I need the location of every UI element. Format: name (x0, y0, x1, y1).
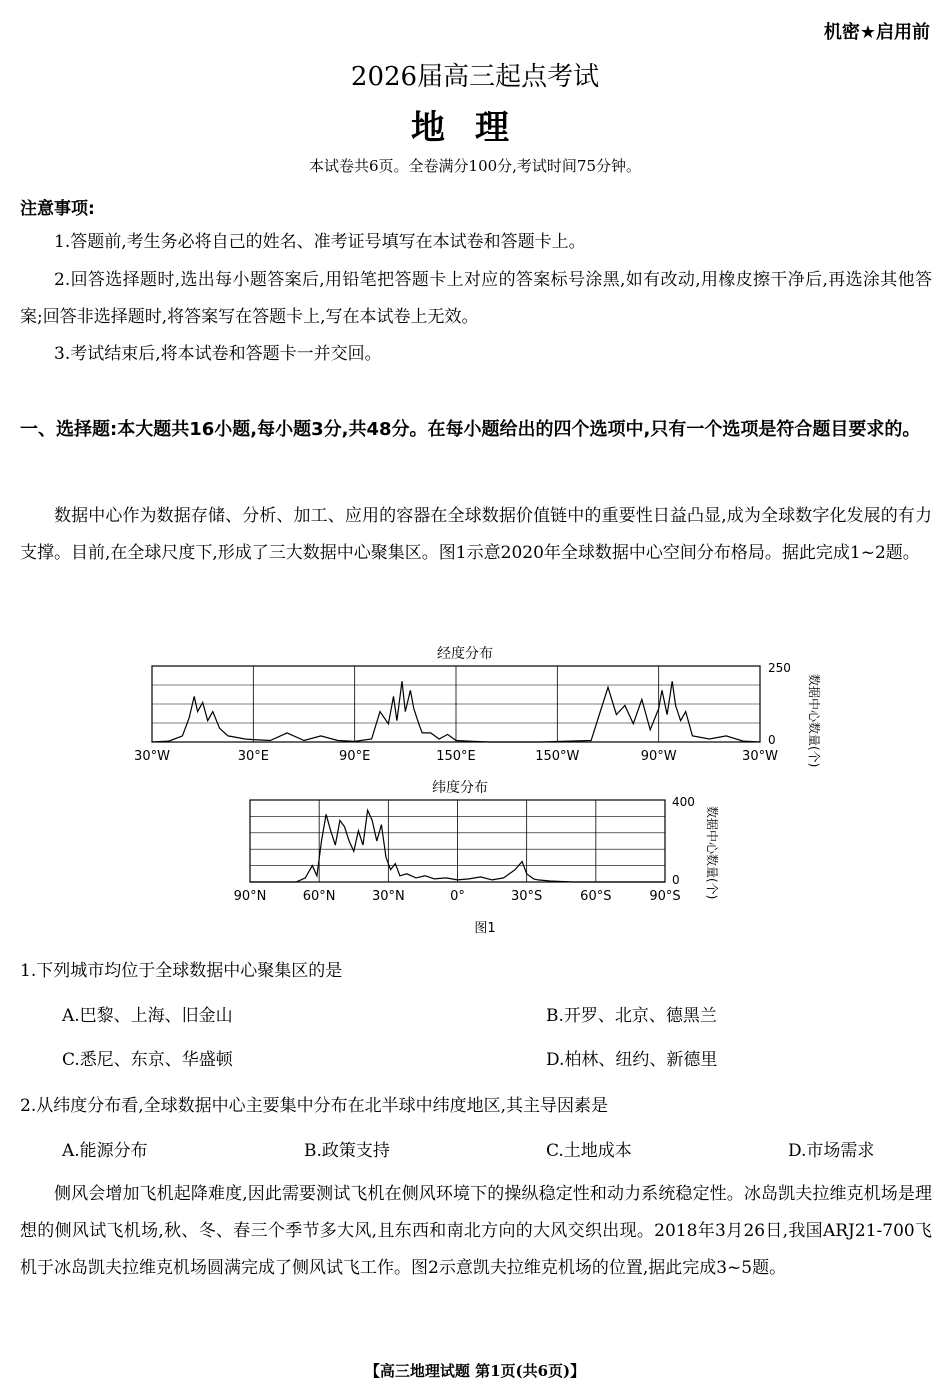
section-heading (20, 410, 932, 450)
lon-xtick-label: 30°E (237, 749, 269, 764)
q1-option-b[interactable]: B.开罗、北京、德黑兰 (546, 1006, 717, 1026)
latitude-ylabel: 数据中心数量(个) (705, 806, 719, 900)
lon-xtick-label: 90°W (640, 749, 677, 764)
q2-option-d[interactable]: D.市场需求 (788, 1141, 875, 1161)
question-2-stem: 2.从纬度分布看,全球数据中心主要集中分布在北半球中纬度地区,其主导因素是 (20, 1096, 609, 1116)
figure-1 (120, 640, 840, 940)
notice-item-2: 2.回答选择题时,选出每小题答案后,用铅笔把答题卡上对应的答案标号涂黑,如有改动,用橡皮擦干净后,再选涂其他答案;回答非选择题时,将答案写在答题卡上,写在本试卷上无效。 (20, 270, 932, 327)
lat-xtick-label: 0° (450, 889, 465, 904)
latitude-ytick-400: 400 (672, 795, 695, 809)
lat-xtick-label: 90°S (649, 889, 681, 904)
longitude-ylabel: 数据中心数量(个) (807, 674, 821, 768)
passage-1: 数据中心作为数据存储、分析、加工、应用的容器在全球数据价值链中的重要性日益凸显,成为全球数字化发展的有力支撑。目前,在全球尺度下,形成了三大数据中心聚集区。图1示意2020年全球数据中心空间分布格局。据此完成1~2题。 (20, 506, 932, 563)
exam-title: 2026届高三起点考试 (350, 62, 600, 92)
notice-item-3: 3.考试结束后,将本试卷和答题卡一并交回。 (54, 344, 382, 364)
question-1-stem: 1.下列城市均位于全球数据中心聚集区的是 (20, 961, 343, 981)
q1-option-d[interactable]: D.柏林、纽约、新德里 (546, 1050, 718, 1070)
lon-xtick-label: 150°E (436, 749, 476, 764)
lon-xtick-label: 150°W (535, 749, 580, 764)
latitude-ytick-0: 0 (672, 873, 680, 887)
lon-xtick-label: 30°W (134, 749, 170, 764)
lon-xtick-label: 30°W (742, 749, 778, 764)
notice-item-1: 1.答题前,考生务必将自己的姓名、准考证号填写在本试卷和答题卡上。 (54, 232, 586, 252)
lat-xtick-label: 60°S (580, 889, 612, 904)
confidential-mark: 机密★启用前 (823, 22, 930, 43)
latitude-chart-title: 纬度分布 (432, 780, 488, 796)
passage-2: 侧风会增加飞机起降难度,因此需要测试飞机在侧风环境下的操纵稳定性和动力系统稳定性。冰岛凯夫拉维克机场是理想的侧风试飞机场,秋、冬、春三个季节多大风,且东西和南北方向的大风交织出现。2018年3月26日,我国ARJ21-700飞机于冰岛凯夫拉维克机场圆满完成了侧风试飞工作。图2示意凯夫拉维克机场的位置,据此完成3~5题。 (20, 1184, 932, 1278)
exam-info: 本试卷共6页。全卷满分100分,考试时间75分钟。 (308, 157, 642, 175)
longitude-ytick-0: 0 (768, 733, 776, 747)
q2-option-a[interactable]: A.能源分布 (62, 1141, 148, 1161)
notice-heading: 注意事项: (20, 199, 95, 219)
longitude-chart (134, 645, 822, 767)
q2-option-c[interactable]: C.土地成本 (546, 1141, 632, 1161)
q1-option-c[interactable]: C.悉尼、东京、华盛顿 (62, 1050, 233, 1070)
page-footer: 【高三地理试题 第1页(共6页)】 (364, 1362, 586, 1380)
subject-title: 地理 (411, 108, 539, 148)
lat-xtick-label: 30°N (371, 889, 405, 904)
lon-xtick-label: 90°E (339, 749, 371, 764)
lat-xtick-label: 90°N (233, 889, 267, 904)
longitude-ytick-250: 250 (768, 661, 791, 675)
figure-caption: 图1 (474, 921, 496, 936)
longitude-chart-title: 经度分布 (437, 646, 493, 662)
lat-xtick-label: 60°N (302, 889, 336, 904)
q1-option-a[interactable]: A.巴黎、上海、旧金山 (62, 1006, 233, 1026)
q2-option-b[interactable]: B.政策支持 (304, 1141, 390, 1161)
latitude-chart (234, 779, 720, 904)
section-heading-text: 一、选择题:本大题共16小题,每小题3分,共48分。在每小题给出的四个选项中,只有一个选项是符合题目要求的。 (20, 419, 921, 440)
lat-xtick-label: 30°S (511, 889, 543, 904)
